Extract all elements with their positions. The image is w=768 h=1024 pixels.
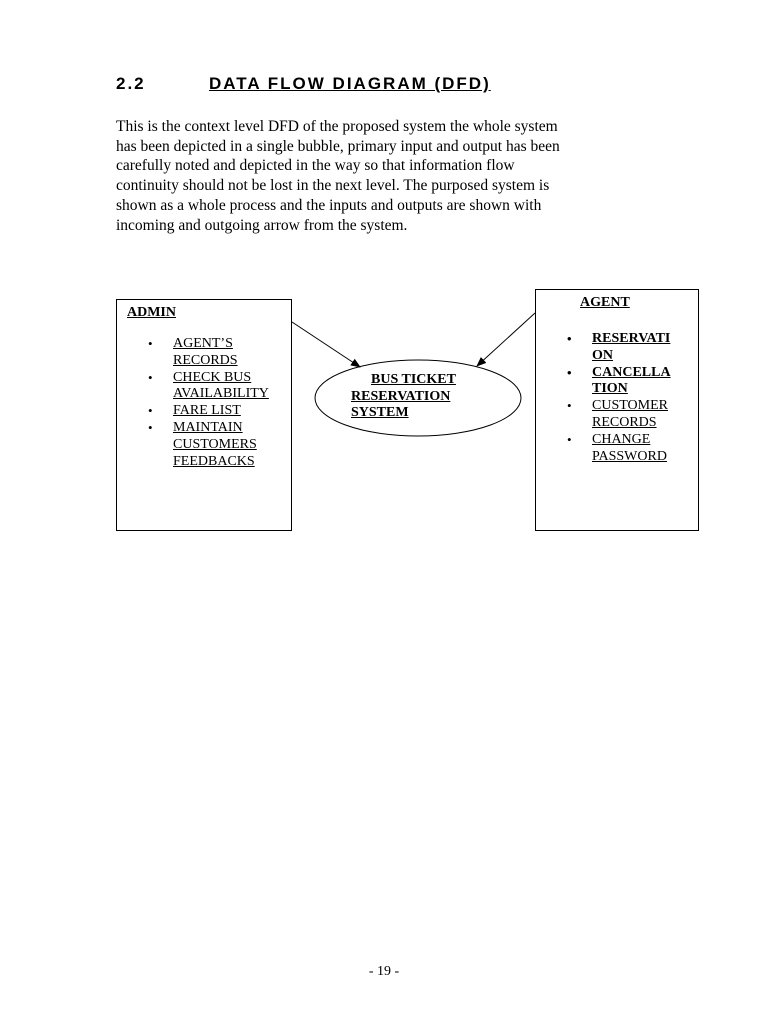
section-title: DATA FLOW DIAGRAM (DFD) — [209, 74, 491, 93]
intro-line: shown as a whole process and the inputs and outputs are shown with — [116, 196, 542, 214]
intro-line: carefully noted and depicted in the way so that information flow — [116, 157, 515, 175]
bullet-icon: • — [148, 369, 153, 385]
agent-item-line: TION — [592, 381, 628, 397]
agent-items-list — [567, 331, 695, 465]
bullet-icon: • — [148, 336, 153, 351]
agent-entity-box — [535, 289, 699, 531]
agent-item-line: CUSTOMER — [592, 398, 668, 414]
admin-item-line: AGENT’S — [173, 336, 233, 351]
bullet-icon: • — [567, 431, 572, 447]
process-label-line: SYSTEM — [351, 405, 409, 420]
agent-title: AGENT — [580, 295, 630, 310]
admin-entity-box — [116, 299, 292, 531]
page-number: - 19 - — [368, 964, 400, 979]
admin-item — [148, 403, 286, 420]
bullet-icon: • — [148, 403, 153, 419]
admin-item-line: FEEDBACKS — [173, 453, 255, 469]
process-label-line: BUS TICKET — [371, 372, 456, 387]
agent-item-line: CHANGE — [592, 431, 651, 447]
admin-title: ADMIN — [127, 305, 176, 320]
agent-item-line: RECORDS — [592, 414, 657, 430]
bullet-icon: • — [148, 419, 153, 435]
agent-item — [567, 432, 695, 466]
admin-item — [148, 420, 286, 470]
agent-item — [567, 365, 695, 399]
bullet-icon: • — [567, 364, 572, 380]
agent-item-line: RESERVATI — [592, 331, 671, 346]
bullet-icon: • — [567, 398, 572, 414]
bullet-icon: • — [567, 331, 572, 346]
section-number: 2.2 — [116, 74, 146, 93]
admin-item-line: RECORDS — [173, 352, 238, 368]
admin-item-line: MAINTAIN — [173, 419, 243, 435]
agent-item-line: PASSWORD — [592, 448, 667, 464]
intro-line: incoming and outgoing arrow from the system. — [116, 216, 408, 234]
admin-item-line: FARE LIST — [173, 403, 241, 419]
intro-line: This is the context level DFD of the proposed system the whole system — [116, 118, 558, 135]
admin-item — [148, 370, 286, 404]
intro-line: continuity should not be lost in the next level. The purposed system is — [116, 177, 550, 195]
admin-item-line: CHECK BUS — [173, 369, 252, 385]
admin-items-list — [148, 336, 286, 470]
admin-item-line: CUSTOMERS — [173, 436, 257, 452]
agent-item-line: ON — [592, 347, 613, 363]
agent-to-system-arrow — [477, 313, 535, 366]
agent-item — [567, 398, 695, 432]
admin-item-line: AVAILABILITY — [173, 386, 269, 402]
admin-item — [148, 336, 286, 370]
agent-item — [567, 331, 695, 365]
agent-item-line: CANCELLA — [592, 364, 671, 380]
intro-line: has been depicted in a single bubble, primary input and output has been — [116, 137, 560, 155]
process-label — [351, 372, 481, 422]
admin-to-system-arrow — [292, 322, 360, 367]
process-label-line: RESERVATION — [351, 388, 451, 404]
